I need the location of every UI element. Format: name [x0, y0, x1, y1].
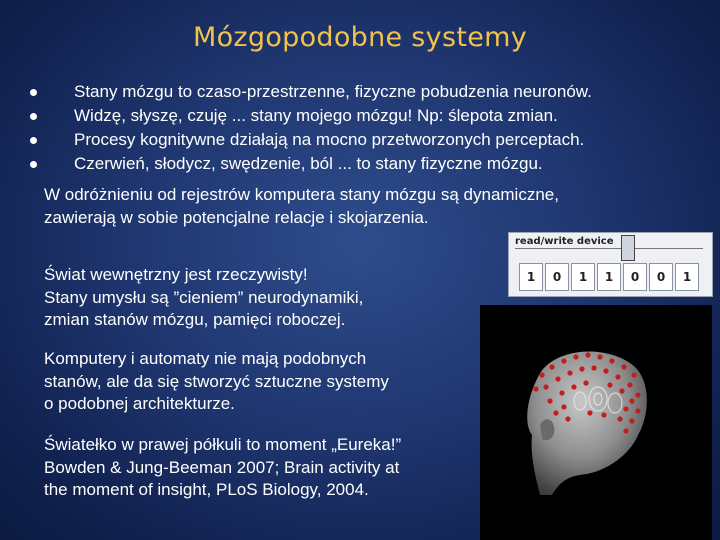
paragraph-computers [44, 348, 389, 416]
tape-cell: 0 [545, 263, 569, 291]
bullet-dot-icon [30, 113, 37, 120]
paragraph-eureka [44, 434, 401, 502]
paragraph-line: zawierają w sobie potencjalne relacje i skojarzenia. [44, 207, 429, 227]
bullet-dot-icon [30, 89, 37, 96]
bullet-text: Stany mózgu to czaso-przestrzenne, fizyczne pobudzenia neuronów. [74, 82, 592, 101]
bullet-item [30, 80, 592, 104]
paragraph-line: Bowden & Jung-Beeman 2007; Brain activity at [44, 457, 400, 477]
bullet-dot-icon [30, 161, 37, 168]
tape-cell: 1 [571, 263, 595, 291]
slide-title: Mózgopodobne systemy [193, 22, 527, 53]
bullet-text: Czerwień, słodycz, swędzenie, ból ... to stany fizyczne mózgu. [74, 154, 543, 173]
bullet-dot-icon [30, 137, 37, 144]
tape-track [515, 248, 703, 249]
paragraph-line: Komputery i automaty nie mają podobnych [44, 349, 367, 368]
paragraph-registers [44, 184, 559, 229]
tape-cell: 1 [597, 263, 621, 291]
paragraph-line: zmian stanów mózgu, pamięci roboczej. [44, 310, 346, 329]
bullet-list [30, 80, 592, 176]
tape-cell: 1 [675, 263, 699, 291]
bullet-item [30, 128, 592, 152]
tape-cell: 1 [519, 263, 543, 291]
bullet-item [30, 104, 592, 128]
eeg-head-illustration [480, 305, 712, 540]
tape-cells [519, 263, 699, 291]
bullet-item [30, 152, 592, 176]
read-write-head-icon [621, 235, 635, 261]
device-label: read/write device [515, 236, 614, 247]
paragraph-line: Stany umysłu są ”cieniem” neurodynamiki, [44, 287, 364, 307]
eeg-head-image [480, 305, 712, 540]
paragraph-line: o podobnej architekturze. [44, 394, 235, 413]
bullet-text: Widzę, słyszę, czuję ... stany mojego mózgu! Np: ślepota zmian. [74, 106, 558, 125]
paragraph-line: Światełko w prawej półkuli to moment „Eureka!” [44, 435, 402, 454]
paragraph-line: Świat wewnętrzny jest rzeczywisty! [44, 265, 308, 284]
bullet-text: Procesy kognitywne działają na mocno przetworzonych perceptach. [74, 130, 585, 149]
paragraph-inner-world [44, 264, 363, 332]
tape-cell: 0 [649, 263, 673, 291]
paragraph-line: W odróżnieniu od rejestrów komputera stany mózgu są dynamiczne, [44, 185, 559, 204]
turing-tape-image [508, 232, 713, 297]
paragraph-line: the moment of insight, PLoS Biology, 2004. [44, 480, 369, 499]
paragraph-line: stanów, ale da się stworzyć sztuczne systemy [44, 371, 389, 391]
tape-cell: 0 [623, 263, 647, 291]
